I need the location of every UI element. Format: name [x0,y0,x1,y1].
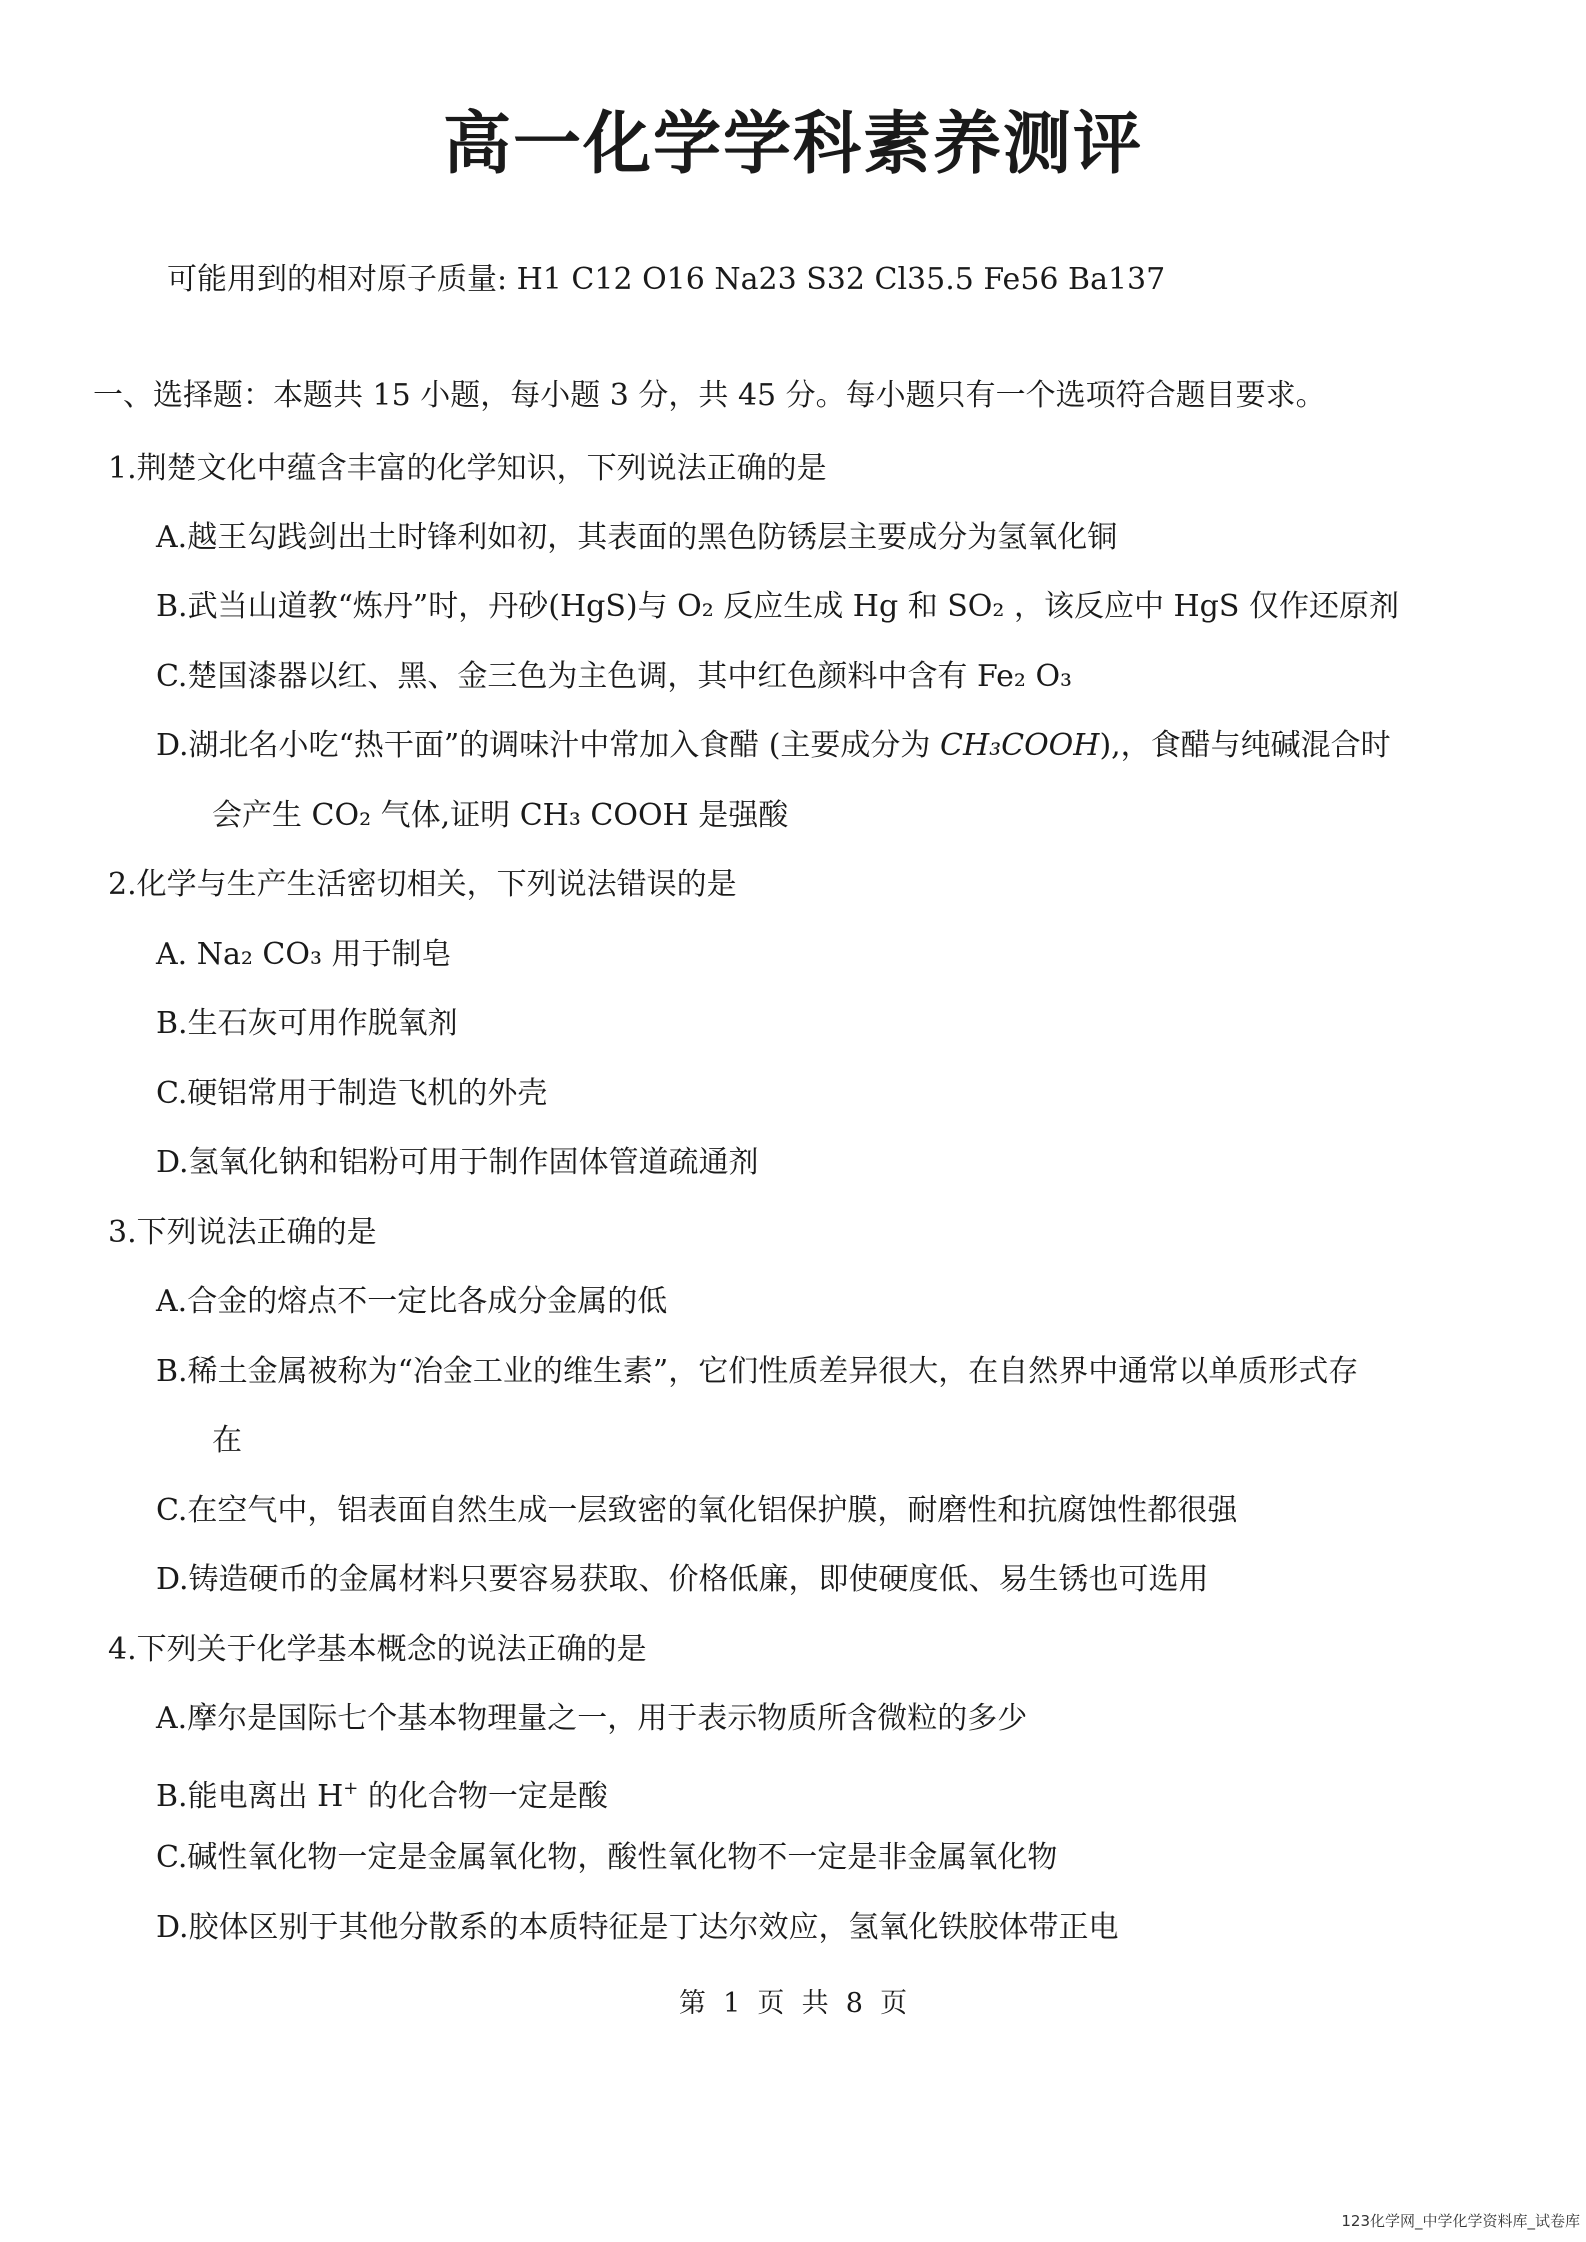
question-3-option-d: D.铸造硬币的金属材料只要容易获取、价格低廉，即使硬度低、易生锈也可选用 [156,1562,1209,1597]
question-1-option-d-continuation: 会产生 CO₂ 气体,证明 CH₃ COOH 是强酸 [212,798,789,833]
question-4-option-b-text-end: 的化合物一定是酸 [358,1779,608,1814]
question-3-option-b: B.稀土金属被称为“冶金工业的维生素”，它们性质差异很大，在自然界中通常以单质形式存 [156,1354,1359,1389]
question-2-option-c: C.硬铝常用于制造飞机的外壳 [156,1076,548,1111]
question-2-option-d: D.氢氧化钠和铝粉可用于制作固体管道疏通剂 [156,1145,759,1180]
question-3-option-a: A.合金的熔点不一定比各成分金属的低 [156,1284,668,1319]
question-4-option-a: A.摩尔是国际七个基本物理量之一，用于表示物质所含微粒的多少 [156,1701,1028,1736]
question-1-stem: 1.荆楚文化中蕴含丰富的化学知识，下列说法正确的是 [108,451,827,486]
acetic-acid-formula: CH₃COOH [939,728,1100,763]
question-4-stem: 4.下列关于化学基本概念的说法正确的是 [108,1632,647,1667]
question-1-option-d-text: D.湖北名小吃“热干面”的调味汁中常加入食醋 (主要成分为 [156,728,940,763]
question-3-option-c: C.在空气中，铝表面自然生成一层致密的氧化铝保护膜，耐磨性和抗腐蚀性都很强 [156,1493,1238,1528]
source-watermark: 123化学网_中学化学资料库_试卷库 [1341,2212,1580,2230]
question-4-option-c: C.碱性氧化物一定是金属氧化物，酸性氧化物不一定是非金属氧化物 [156,1840,1058,1875]
question-4-option-b-text: B.能电离出 H [156,1779,344,1814]
question-1-option-c: C.楚国漆器以红、黑、金三色为主色调，其中红色颜料中含有 Fe₂ O₃ [156,659,1073,694]
question-1-option-b: B.武当山道教“炼丹”时，丹砂(HgS)与 O₂ 反应生成 Hg 和 SO₂ ，该反应中 HgS 仅作还原剂 [156,589,1399,624]
section-heading: 一、选择题：本题共 15 小题，每小题 3 分，共 45 分。每小题只有一个选项符合题目要求。 [93,378,1326,413]
question-1-option-a: A.越王勾践剑出土时锋利如初，其表面的黑色防锈层主要成分为氢氧化铜 [156,520,1118,555]
question-4-option-b [156,1767,608,1819]
question-1-option-d [156,724,1391,768]
question-4-option-d: D.胶体区别于其他分散系的本质特征是丁达尔效应，氢氧化铁胶体带正电 [156,1910,1119,1945]
page-number-footer: 第 1 页 共 8 页 [678,1988,908,2019]
question-2-stem: 2.化学与生产生活密切相关，下列说法错误的是 [108,867,737,902]
hydrogen-ion-charge: + [343,1778,359,1799]
atomic-masses-note: 可能用到的相对原子质量: H1 C12 O16 Na23 S32 Cl35.5 Fe56 Ba137 [167,262,1166,297]
question-2-option-a: A. Na₂ CO₃ 用于制皂 [156,937,452,972]
page-title: 高一化学学科素养测评 [442,105,1143,184]
question-3-stem: 3.下列说法正确的是 [108,1215,377,1250]
question-3-option-b-continuation: 在 [212,1423,242,1458]
question-2-option-b: B.生石灰可用作脱氧剂 [156,1006,458,1041]
question-1-option-d-text-end: ),，食醋与纯碱混合时 [1099,728,1391,763]
